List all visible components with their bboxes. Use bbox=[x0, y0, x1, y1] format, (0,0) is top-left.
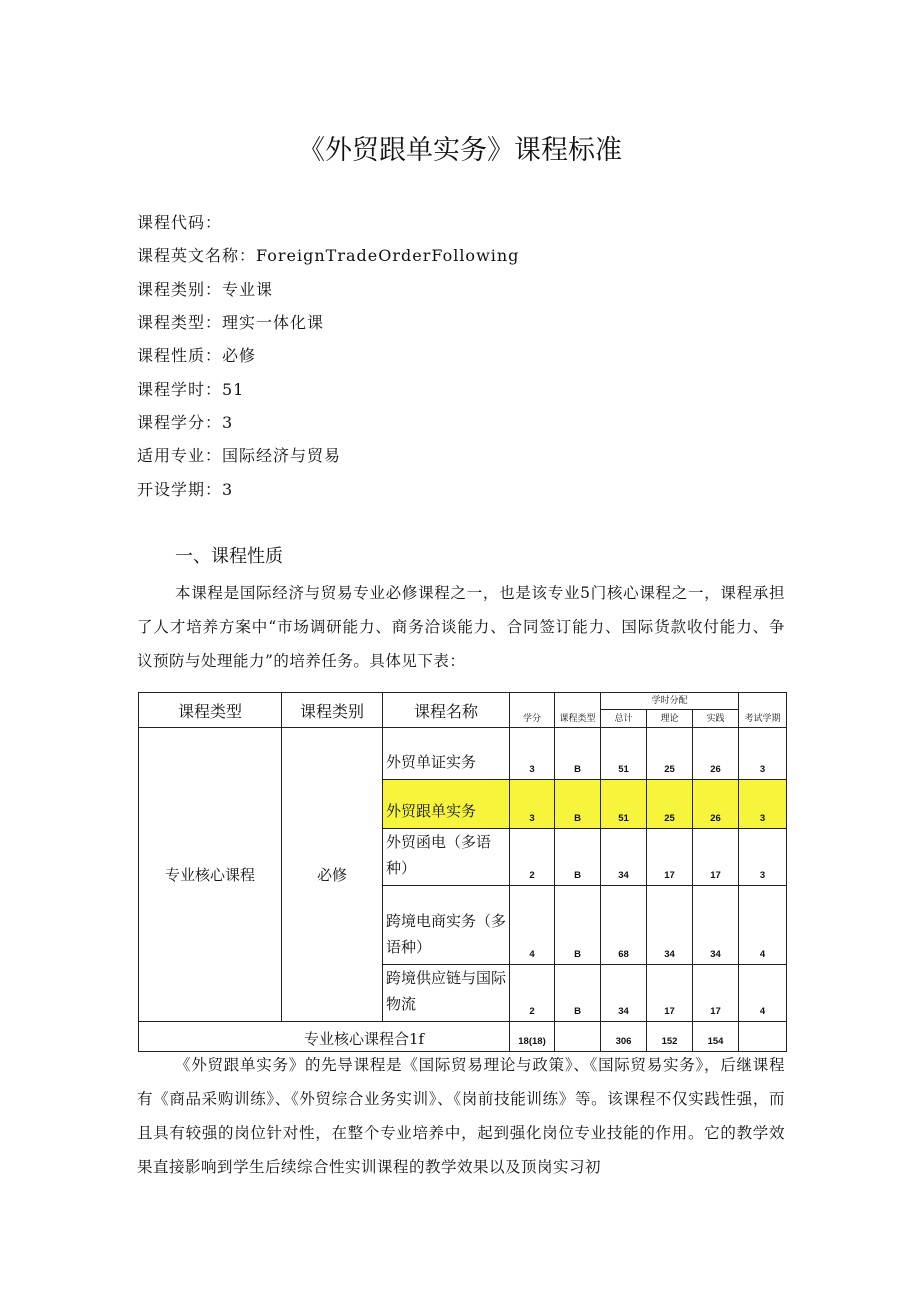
row-credit: 3 bbox=[510, 728, 555, 780]
header-exam-term: 考试学期 bbox=[739, 693, 787, 728]
row-theory: 17 bbox=[647, 829, 693, 886]
row-theory: 34 bbox=[647, 886, 693, 965]
header-course-type: 课程类型 bbox=[139, 693, 282, 728]
row-name: 外贸跟单实务 bbox=[383, 780, 510, 829]
row-theory: 25 bbox=[647, 780, 693, 829]
group-course-type: 专业核心课程 bbox=[139, 728, 282, 1022]
meta-credits: 课程学分：3 bbox=[137, 413, 234, 432]
group-course-category: 必修 bbox=[282, 728, 383, 1022]
row-practice: 34 bbox=[693, 886, 739, 965]
row-credit: 2 bbox=[510, 965, 555, 1022]
row-term: 4 bbox=[739, 965, 787, 1022]
meta-major: 适用专业：国际经济与贸易 bbox=[137, 446, 342, 465]
header-credit: 学分 bbox=[510, 693, 555, 728]
row-type: B bbox=[555, 829, 601, 886]
course-table bbox=[138, 692, 787, 1052]
header-theory: 理论 bbox=[647, 710, 693, 728]
summary-label: 专业核心课程合1f bbox=[139, 1022, 510, 1052]
meta-nature: 课程性质：必修 bbox=[137, 346, 257, 365]
summary-credit: 18(18) bbox=[510, 1022, 555, 1052]
paragraph-intro: 本课程是国际经济与贸易专业必修课程之一，也是该专业5门核心课程之一，课程承担了人才培养方案中“市场调研能力、商务洽谈能力、合同签订能力、国际货款收付能力、争议预防与处理能力”的培养任务。具体见下表： bbox=[137, 584, 785, 670]
meta-category: 课程类别：专业课 bbox=[137, 280, 274, 299]
header-type-code: 课程类型 bbox=[555, 693, 601, 728]
meta-hours: 课程学时：51 bbox=[137, 380, 245, 399]
table-row bbox=[139, 728, 787, 780]
row-credit: 2 bbox=[510, 829, 555, 886]
row-practice: 17 bbox=[693, 965, 739, 1022]
section-heading: 一、课程性质 bbox=[175, 546, 283, 567]
row-name: 外贸函电（多语种） bbox=[383, 829, 510, 886]
table-summary-row bbox=[139, 1022, 787, 1052]
summary-type bbox=[555, 1022, 601, 1052]
row-name: 跨境供应链与国际物流 bbox=[383, 965, 510, 1022]
row-practice: 26 bbox=[693, 728, 739, 780]
row-name: 跨境电商实务（多语种） bbox=[383, 886, 510, 965]
row-term: 3 bbox=[739, 728, 787, 780]
row-total: 51 bbox=[601, 728, 647, 780]
row-total: 51 bbox=[601, 780, 647, 829]
row-type: B bbox=[555, 965, 601, 1022]
meta-semester: 开设学期：3 bbox=[137, 480, 234, 499]
row-type: B bbox=[555, 886, 601, 965]
row-practice: 17 bbox=[693, 829, 739, 886]
row-term: 3 bbox=[739, 780, 787, 829]
header-total: 总计 bbox=[601, 710, 647, 728]
paragraph-prerequisites: 《外贸跟单实务》的先导课程是《国际贸易理论与政策》、《国际贸易实务》，后继课程有《商品采购训练》、《外贸综合业务实训》、《岗前技能训练》等。该课程不仅实践性强，而且具有较强的岗位针对性，在整个专业培养中，起到强化岗位专业技能的作用。它的教学效果直接影响到学生后续综合性实训课程的教学效果以及顶岗实习初 bbox=[137, 1056, 785, 1176]
summary-theory: 152 bbox=[647, 1022, 693, 1052]
header-practice: 实践 bbox=[693, 710, 739, 728]
row-term: 4 bbox=[739, 886, 787, 965]
header-course-category: 课程类别 bbox=[282, 693, 383, 728]
summary-practice: 154 bbox=[693, 1022, 739, 1052]
row-credit: 3 bbox=[510, 780, 555, 829]
row-total: 68 bbox=[601, 886, 647, 965]
row-total: 34 bbox=[601, 965, 647, 1022]
header-course-name: 课程名称 bbox=[383, 693, 510, 728]
row-theory: 25 bbox=[647, 728, 693, 780]
page-title: 《外贸跟单实务》课程标准 bbox=[298, 135, 622, 166]
meta-type: 课程类型：理实一体化课 bbox=[137, 313, 325, 332]
row-type: B bbox=[555, 728, 601, 780]
row-name: 外贸单证实务 bbox=[383, 728, 510, 780]
summary-total: 306 bbox=[601, 1022, 647, 1052]
row-total: 34 bbox=[601, 829, 647, 886]
meta-course-code: 课程代码： bbox=[137, 213, 223, 232]
summary-term bbox=[739, 1022, 787, 1052]
row-term: 3 bbox=[739, 829, 787, 886]
row-practice: 26 bbox=[693, 780, 739, 829]
header-hours-group: 学时分配 bbox=[601, 693, 739, 710]
row-credit: 4 bbox=[510, 886, 555, 965]
meta-english-name: 课程英文名称：ForeignTradeOrderFollowing bbox=[137, 246, 520, 265]
row-type: B bbox=[555, 780, 601, 829]
row-theory: 17 bbox=[647, 965, 693, 1022]
